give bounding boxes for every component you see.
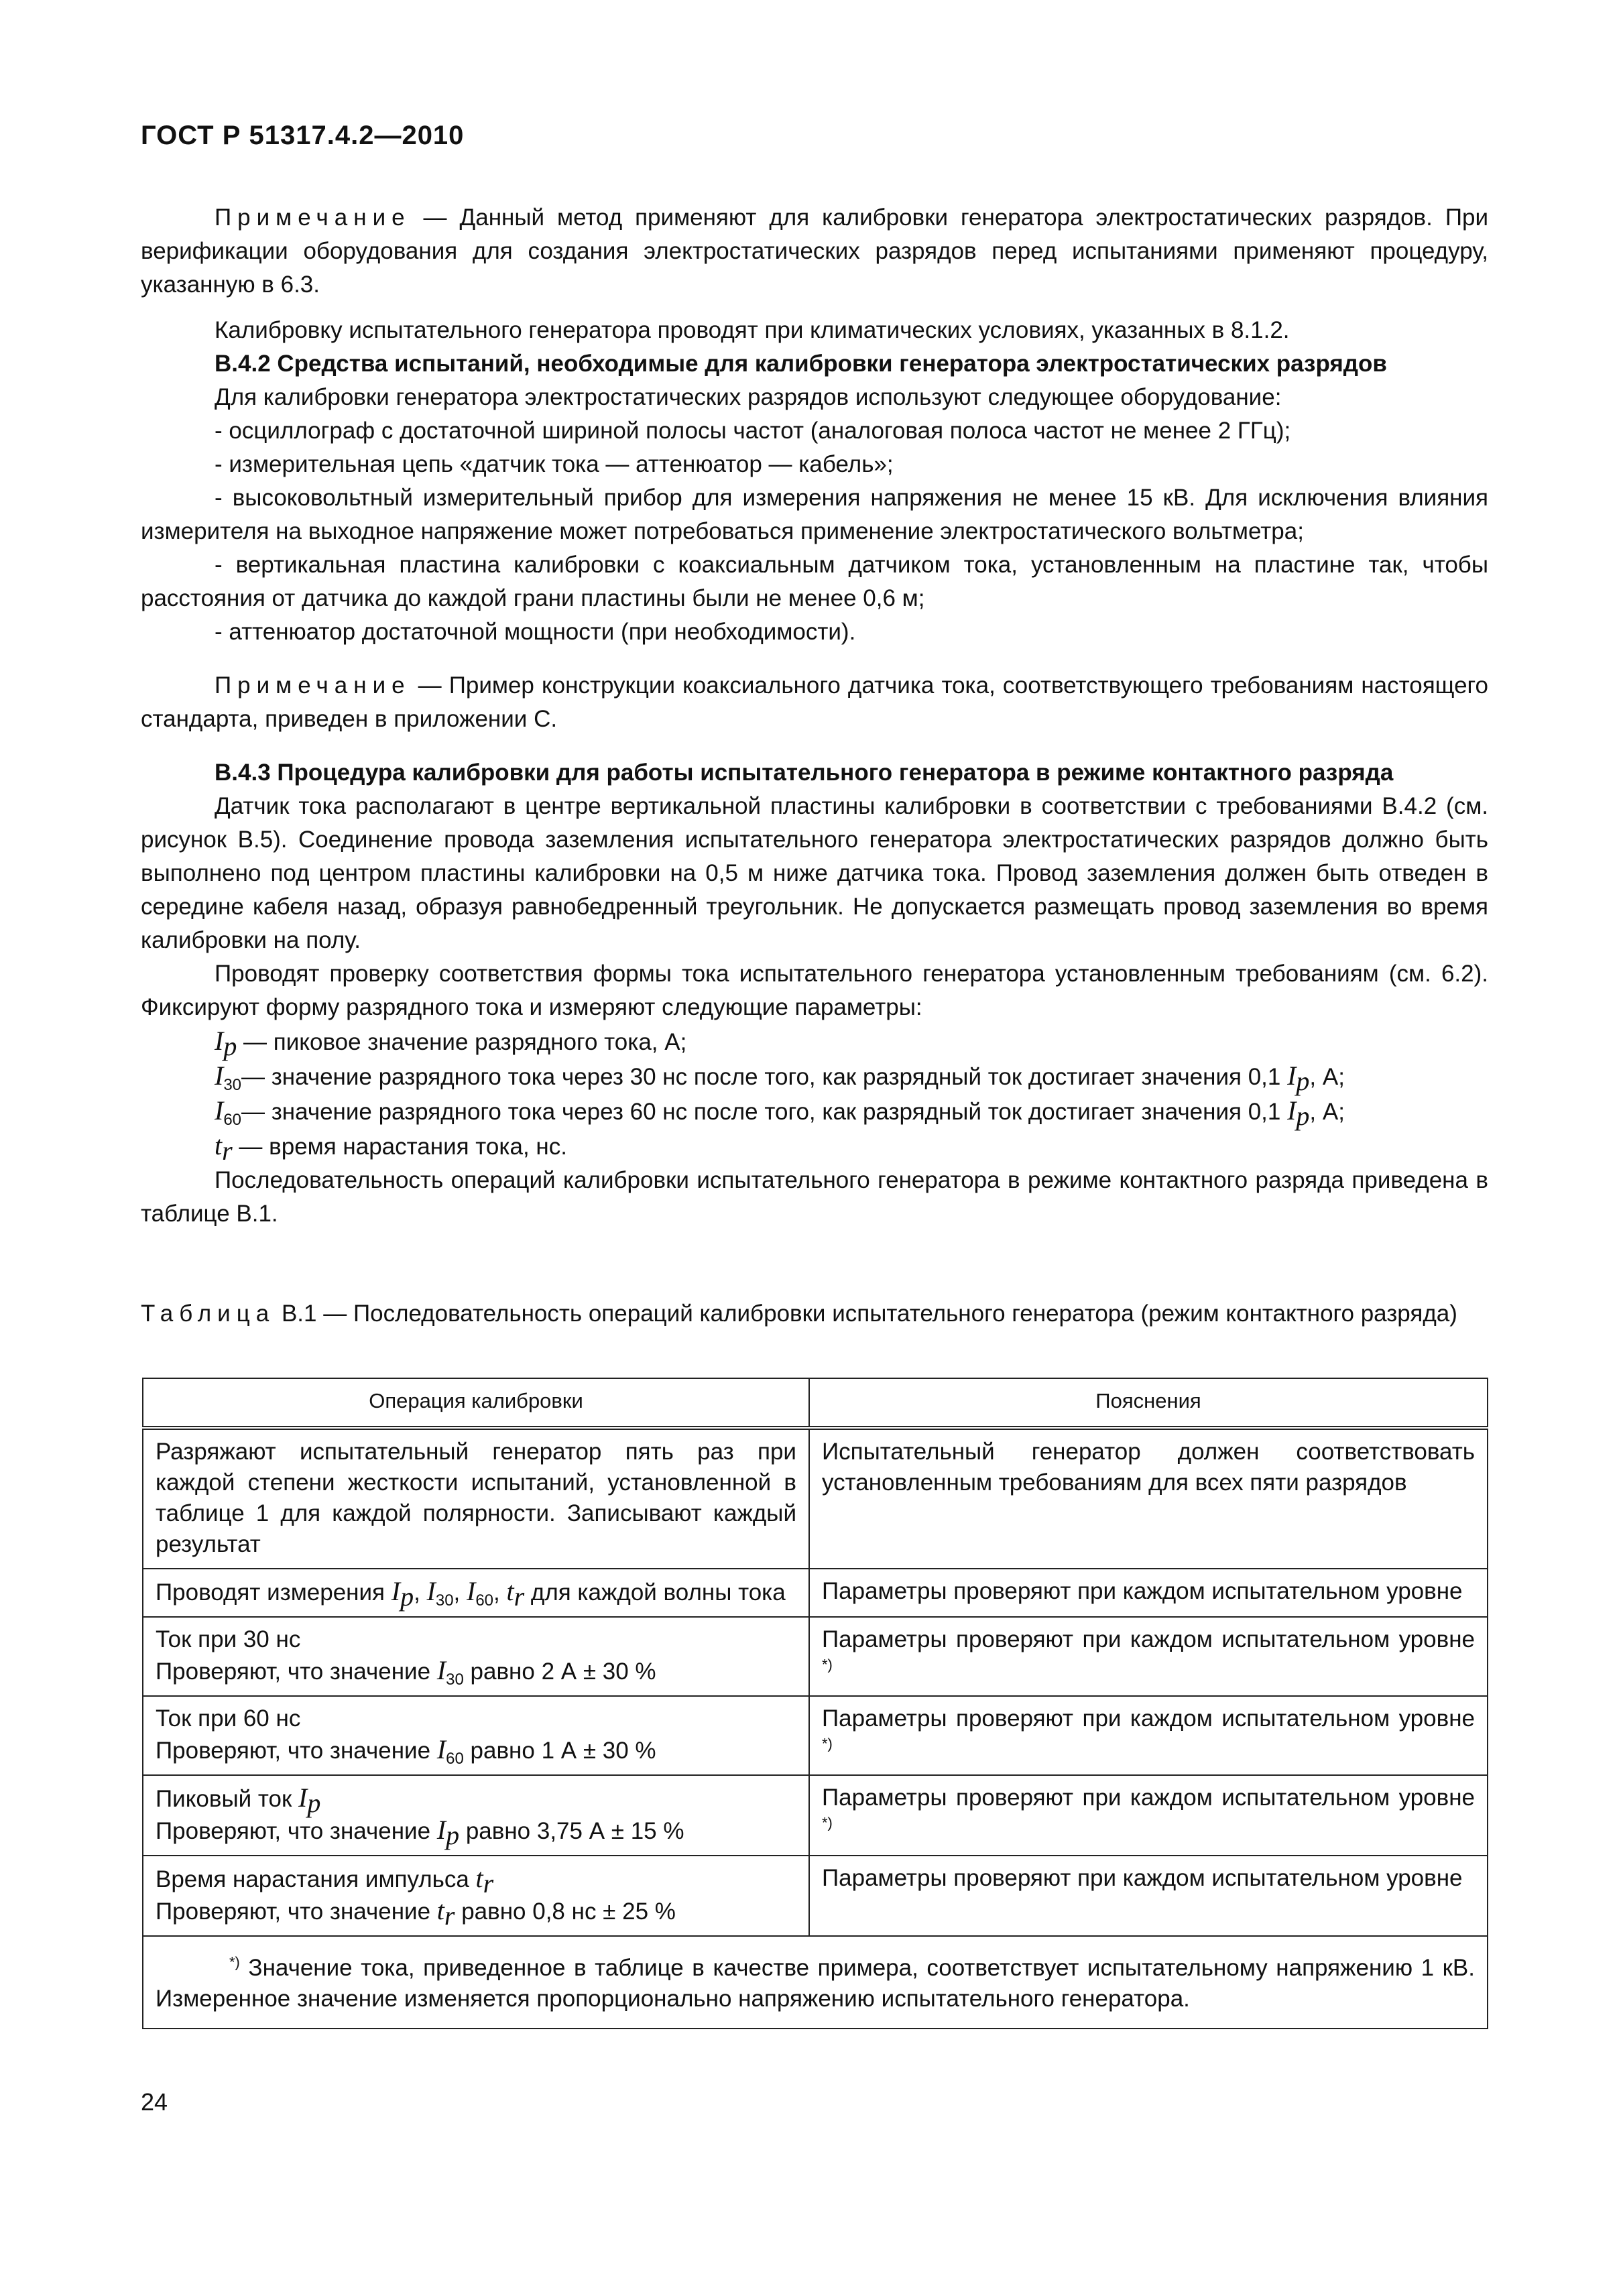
param-ip: $I_p$ — пиковое значение разрядного тока, А; xyxy=(215,1026,687,1061)
equipment-item: - вертикальная пластина калибровки с коаксиальным датчиком тока, установленным на пластине так, чтобы расстояния от датчика до каждой грани пластины были не менее 0,6 м; xyxy=(141,552,1488,611)
table-cell-operation: Ток при 30 нс Проверяют, что значение $I_{30}$ равно 2 А ± 30 % xyxy=(143,1617,809,1696)
table-cell-operation: Ток при 60 нс Проверяют, что значение $I_{60}$ равно 1 А ± 30 % xyxy=(143,1696,809,1775)
section-b42-title: B.4.2 Средства испытаний, необходимые для калибровки генератора электростатических разрядов xyxy=(215,351,1387,377)
table-cell-explanation: Параметры проверяют при каждом испытательном уровне *) xyxy=(809,1696,1488,1775)
section-b43-paragraph-1: Датчик тока располагают в центре вертикальной пластины калибровки в соответствии с требованиями B.4.2 (см. рисунок B.5). Соединение провода заземления испытательного генератора электростатических разрядов должно быть выполнено под центром пластины калибровки на 0,5 м ниже датчика тока. Провод заземления должен быть отведен в середине кабеля назад, образуя равнобедренный треугольник. Не допускается размещать провод заземления во время калибровки на полу. xyxy=(141,793,1488,953)
table-cell-explanation: Параметры проверяют при каждом испытательном уровне xyxy=(809,1569,1488,1617)
table-footnote-row xyxy=(143,1936,1488,2029)
table-cell-operation: Время нарастания импульса $t_r$ Проверяют, что значение $t_r$ равно 0,8 нс ± 25 % xyxy=(143,1856,809,1936)
document-header: ГОСТ Р 51317.4.2—2010 xyxy=(141,121,465,150)
equipment-item: - измерительная цепь «датчик тока — аттенюатор — кабель»; xyxy=(215,451,894,477)
equipment-item: - осциллограф с достаточной шириной полосы частот (аналоговая полоса частот не менее 2 ГГц); xyxy=(215,418,1291,444)
table-cell-operation: Проводят измерения $I_p$, $I_{30}$, $I_{60}$, $t_r$ для каждой волны тока xyxy=(143,1569,809,1617)
param-i60: $I_{60}—$ значение разрядного тока через 60 нс после того, как разрядный ток достигает значения 0,1 $I_p$, А; xyxy=(215,1095,1345,1131)
section-b42-intro: Для калибровки генератора электростатических разрядов используют следующее оборудование: xyxy=(215,384,1282,410)
table-cell-explanation: Параметры проверяют при каждом испытательном уровне xyxy=(809,1856,1488,1936)
table-caption-label: Таблица xyxy=(141,1301,276,1327)
section-b43-paragraph-2: Проводят проверку соответствия формы тока испытательного генератора установленным требованиям (см. 6.2). Фиксируют форму разрядного тока и измеряют следующие параметры: xyxy=(141,961,1488,1020)
param-i30: $I_{30}—$ значение разрядного тока через 30 нс после того, как разрядный ток достигает значения 0,1 $I_p$, А; xyxy=(215,1061,1345,1096)
table-cell-explanation: Испытательный генератор должен соответствовать установленным требованиям для всех пяти разрядов xyxy=(809,1428,1488,1569)
column-header-operation: Операция калибровки xyxy=(143,1378,809,1428)
section-b43-paragraph-3: Последовательность операций калибровки испытательного генератора в режиме контактного разряда приведена в таблице B.1. xyxy=(141,1167,1488,1227)
table-cell-explanation: Параметры проверяют при каждом испытательном уровне *) xyxy=(809,1617,1488,1696)
main-text xyxy=(141,201,1488,1231)
note-label: Примечание xyxy=(215,204,411,231)
table-row xyxy=(143,1569,1488,1617)
table-cell-operation: Пиковый ток $I_p$ Проверяют, что значение $I_p$ равно 3,75 А ± 15 % xyxy=(143,1775,809,1856)
section-b43-title: B.4.3 Процедура калибровки для работы испытательного генератора в режиме контактного разряда xyxy=(215,760,1394,786)
note-2: Примечание — Пример конструкции коаксиального датчика тока, соответствующего требованиям настоящего стандарта, приведен в приложении С. xyxy=(141,672,1488,732)
table-cell-operation: Разряжают испытательный генератор пять раз при каждой степени жесткости испытаний, установленной в таблице 1 для каждой полярности. Записывают каждый результат xyxy=(143,1428,809,1569)
table-row xyxy=(143,1696,1488,1775)
note-1: Примечание — Данный метод применяют для калибровки генератора электростатических разрядов. При верификации оборудования для создания электростатических разрядов перед испытаниями применяют процедуру, указанную в 6.3. xyxy=(141,204,1488,298)
table-caption: Таблица B.1 — Последовательность операций калибровки испытательного генератора (режим контактного разряда) xyxy=(141,1301,1457,1327)
table-cell-explanation: Параметры проверяют при каждом испытательном уровне *) xyxy=(809,1775,1488,1856)
equipment-item: - аттенюатор достаточной мощности (при необходимости). xyxy=(215,619,856,645)
equipment-item: - высоковольтный измерительный прибор для измерения напряжения не менее 15 кВ. Для исключения влияния измерителя на выходное напряжение может потребоваться применение электростатического вольтметра; xyxy=(141,485,1488,544)
table-header-row xyxy=(143,1378,1488,1428)
note-label: Примечание xyxy=(215,672,411,699)
page-number: 24 xyxy=(141,2088,168,2116)
conditions-paragraph: Калибровку испытательного генератора проводят при климатических условиях, указанных в 8.1.2. xyxy=(215,317,1290,343)
table-footnote: *) Значение тока, приведенное в таблице в качестве примера, соответствует испытательному напряжению 1 кВ. Измеренное значение изменяется пропорционально напряжению испытательного генератора. xyxy=(143,1936,1488,2029)
column-header-explanation: Пояснения xyxy=(809,1378,1488,1428)
table-row xyxy=(143,1428,1488,1569)
table-row xyxy=(143,1856,1488,1936)
param-tr: $t_r$ — время нарастания тока, нс. xyxy=(215,1130,567,1166)
calibration-table xyxy=(142,1378,1488,2029)
table-row xyxy=(143,1617,1488,1696)
table-row xyxy=(143,1775,1488,1856)
